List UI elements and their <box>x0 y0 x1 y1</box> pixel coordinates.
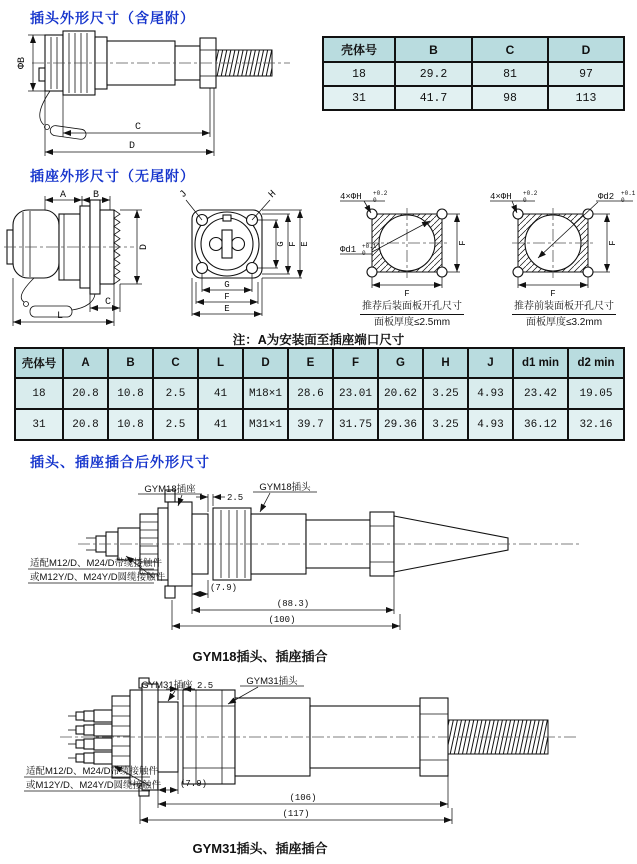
svg-text:ΦB: ΦB <box>17 56 28 70</box>
svg-text:D: D <box>139 243 150 251</box>
cutout-dim-f-bottom <box>518 277 588 299</box>
col-header: C <box>472 37 548 62</box>
cutout-front-caption <box>489 300 637 329</box>
cell: 81 <box>472 62 548 86</box>
cell: 31.75 <box>333 409 378 440</box>
col-header: B <box>108 348 153 378</box>
cutout-shape <box>512 208 594 278</box>
cell: 20.62 <box>378 378 423 409</box>
svg-text:(100): (100) <box>268 615 296 625</box>
svg-text:适配M12/D、M24/D带缆接触件: 适配M12/D、M24/D带缆接触件 <box>26 766 158 777</box>
svg-text:4×ΦH: 4×ΦH <box>340 192 362 202</box>
cutout-dim-f-right <box>447 214 468 272</box>
table1-header-row <box>323 37 624 62</box>
cutout-shape <box>366 208 448 278</box>
svg-text:+0.2: +0.2 <box>373 190 388 197</box>
svg-text:GYM18插头: GYM18插头 <box>259 482 311 493</box>
svg-text:+0.1: +0.1 <box>362 243 377 250</box>
svg-text:(7.9): (7.9) <box>180 779 208 789</box>
gym18-mated-drawing <box>20 482 620 642</box>
panel-cutout-front-drawing <box>490 188 637 298</box>
svg-text:F: F <box>288 241 298 247</box>
socket-side-drawing <box>6 186 178 336</box>
cell: 31 <box>323 86 395 110</box>
flange-shape <box>192 210 262 278</box>
svg-text:(88.3): (88.3) <box>276 599 310 609</box>
cell: 20.8 <box>63 378 108 409</box>
flange-dims-bottom <box>192 274 262 316</box>
svg-text:或M12Y/D、M24Y/D圆缆接触件: 或M12Y/D、M24Y/D圆缆接触件 <box>26 780 162 791</box>
svg-text:A: A <box>59 190 67 201</box>
cutout-dim-f-bottom <box>372 277 442 299</box>
cutout-hole-callout <box>340 190 388 213</box>
cell: M31×1 <box>243 409 288 440</box>
cell: 98 <box>472 86 548 110</box>
col-header: L <box>198 348 243 378</box>
svg-text:0: 0 <box>621 197 625 204</box>
socket-dimensions-table <box>14 347 625 441</box>
gym31-caption: GYM31插头、插座插合 <box>192 841 328 856</box>
plug-outline-drawing <box>10 26 310 166</box>
cell: 18 <box>323 62 395 86</box>
table2-header-row <box>15 348 624 378</box>
gym31-mated-drawing <box>20 676 620 836</box>
table-row <box>15 378 624 409</box>
cell: 28.6 <box>288 378 333 409</box>
gym18-plug-label <box>253 481 317 512</box>
cell: 23.42 <box>513 378 568 409</box>
caption-line1: 推荐后装面板开孔尺寸 <box>360 300 464 315</box>
svg-text:B: B <box>92 190 100 201</box>
cell: 23.01 <box>333 378 378 409</box>
col-header: d2 min <box>568 348 624 378</box>
cell: 29.36 <box>378 409 423 440</box>
cell: 4.93 <box>468 409 513 440</box>
plug-body-shape <box>39 31 272 140</box>
section-title-socket: 插座外形尺寸（无尾附） <box>30 168 195 184</box>
cell: 29.2 <box>395 62 472 86</box>
svg-text:GYM18插座: GYM18插座 <box>144 484 196 495</box>
svg-text:0: 0 <box>523 197 527 204</box>
col-header: 壳体号 <box>15 348 63 378</box>
cell: 39.7 <box>288 409 333 440</box>
svg-text:E: E <box>224 304 230 314</box>
plug-dimensions-table <box>322 36 625 111</box>
section-title-mated: 插头、插座插合后外形尺寸 <box>30 454 210 470</box>
socket-body-shape <box>7 200 120 317</box>
svg-text:H: H <box>267 188 280 201</box>
cell: 19.05 <box>568 378 624 409</box>
svg-text:2.5: 2.5 <box>227 493 244 503</box>
svg-text:G: G <box>276 241 286 247</box>
svg-text:+0.2: +0.2 <box>523 190 538 197</box>
col-header: C <box>153 348 198 378</box>
svg-text:F: F <box>404 289 410 299</box>
svg-text:+0.1: +0.1 <box>621 190 636 197</box>
svg-text:GYM31插头: GYM31插头 <box>246 676 298 687</box>
cutout-hole-callout <box>490 190 538 213</box>
col-header: 壳体号 <box>323 37 395 62</box>
panel-cutout-rear-drawing <box>338 188 486 298</box>
cell: 32.16 <box>568 409 624 440</box>
caption-line2: 面板厚度≤2.5mm <box>373 317 451 328</box>
svg-text:L: L <box>56 311 64 322</box>
col-header: A <box>63 348 108 378</box>
cell: M18×1 <box>243 378 288 409</box>
svg-text:(117): (117) <box>282 809 310 819</box>
cell: 18 <box>15 378 63 409</box>
col-header: E <box>288 348 333 378</box>
table-row <box>323 62 624 86</box>
caption-line1: 推荐前装面板开孔尺寸 <box>512 300 616 315</box>
svg-text:2.5: 2.5 <box>197 681 214 691</box>
svg-text:C: C <box>134 122 142 133</box>
cell: 2.5 <box>153 378 198 409</box>
cell: 4.93 <box>468 378 513 409</box>
svg-text:0: 0 <box>362 250 366 257</box>
svg-text:E: E <box>300 241 310 247</box>
table-row <box>323 86 624 110</box>
cutout-rear-caption <box>337 300 487 329</box>
svg-text:或M12Y/D、M24Y/D圆缆接触件: 或M12Y/D、M24Y/D圆缆接触件 <box>30 572 166 583</box>
cell: 113 <box>548 86 624 110</box>
svg-text:C: C <box>104 297 112 308</box>
col-header: J <box>468 348 513 378</box>
cell: 10.8 <box>108 409 153 440</box>
svg-text:D: D <box>128 141 136 152</box>
caption-line2: 面板厚度≤3.2mm <box>525 317 603 328</box>
svg-text:F: F <box>550 289 556 299</box>
cell: 36.12 <box>513 409 568 440</box>
cell: 97 <box>548 62 624 86</box>
cell: 3.25 <box>423 378 468 409</box>
cell: 41 <box>198 409 243 440</box>
gym18-caption: GYM18插头、插座插合 <box>192 649 328 664</box>
svg-text:4×ΦH: 4×ΦH <box>490 192 512 202</box>
svg-text:J: J <box>178 188 191 201</box>
note-text: 注：A为安装面至插座端口尺寸 <box>232 333 405 347</box>
cell: 10.8 <box>108 378 153 409</box>
cell: 2.5 <box>153 409 198 440</box>
cell: 20.8 <box>63 409 108 440</box>
cell: 41.7 <box>395 86 472 110</box>
table-row <box>15 409 624 440</box>
col-header: d1 min <box>513 348 568 378</box>
svg-text:GYM31插座: GYM31插座 <box>141 680 193 691</box>
flange-dims-right <box>257 210 310 278</box>
col-header: G <box>378 348 423 378</box>
col-header: H <box>423 348 468 378</box>
col-header: B <box>395 37 472 62</box>
plug-dim-d <box>45 88 214 156</box>
svg-text:适配M12/D、M24/D带缆接触件: 适配M12/D、M24/D带缆接触件 <box>30 558 162 569</box>
svg-text:F: F <box>224 292 230 302</box>
svg-text:Φd2: Φd2 <box>598 192 615 202</box>
cell: 3.25 <box>423 409 468 440</box>
gym18-dim-1 <box>192 580 237 598</box>
svg-text:F: F <box>608 240 618 246</box>
col-header: D <box>243 348 288 378</box>
col-header: F <box>333 348 378 378</box>
cell: 41 <box>198 378 243 409</box>
section-title-plug: 插头外形尺寸（含尾附） <box>30 10 195 26</box>
svg-text:(7.9): (7.9) <box>210 583 238 593</box>
svg-text:Φd1: Φd1 <box>340 245 357 255</box>
svg-text:(106): (106) <box>289 793 317 803</box>
cutout-dim-f-right <box>593 214 618 272</box>
cell: 31 <box>15 409 63 440</box>
svg-text:0: 0 <box>373 197 377 204</box>
svg-text:G: G <box>224 280 230 290</box>
socket-front-drawing <box>180 186 340 336</box>
col-header: D <box>548 37 624 62</box>
svg-text:F: F <box>458 240 468 246</box>
